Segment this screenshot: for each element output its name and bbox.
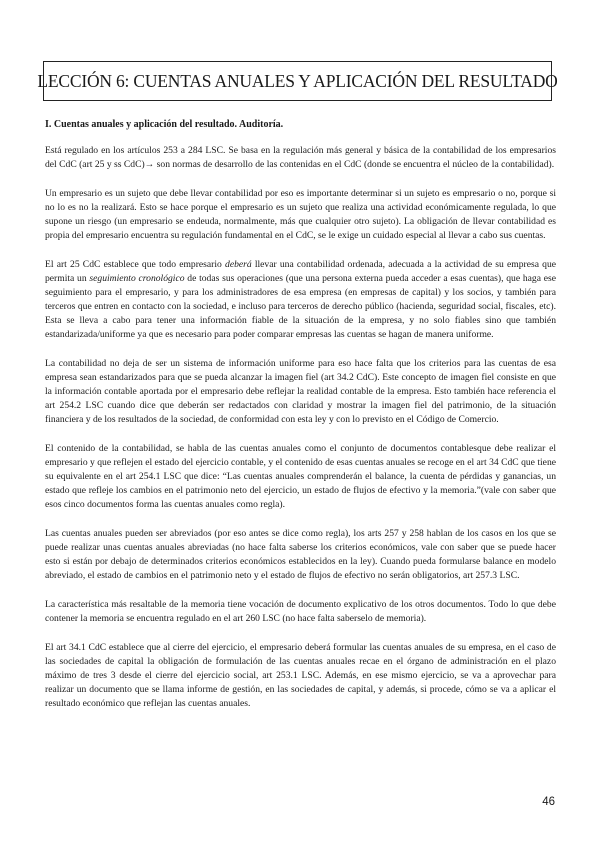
lesson-title-box [37,61,558,101]
page-number: 46 [542,796,555,808]
section-heading: I. Cuentas anuales y aplicación del resultado. Auditoría. [45,119,284,130]
paragraph-3: El art 25 CdC establece que todo empresario deberá llevar una contabilidad ordenada, adecuada a la actividad de su empresa que permita un seguimiento cronológico de todas sus operaciones (que una persona externa pueda acceder a esas cuentas), que haga ese seguimiento para el empresario, y para los administradores de esa empresa (en empresas de capital) y los socios, y también para terceros que entren en contacto con la sociedad, e incluso para terceros de derecho público (hacienda, seguridad social, fiscales, etc). Esta se lleva a cabo para tener una información fiable de la situación de la empresa, y no solo fiables sino que también estandarizada/uniforme ya que es necesario para poder comparar empresas las cuentas se hagan de manera uniforme. [45,259,556,340]
document-body [45,118,556,726]
paragraph-5: El contenido de la contabilidad, se habla de las cuentas anuales como el conjunto de documentos contablesque debe realizar el empresario y que reflejen el estado del ejercicio contable, y el contenido de esas cuentas anuales se recoge en el art 34 CdC que tiene su equivalente en el art 254.1 LSC que dice: “Las cuentas anuales comprenderán el balance, la cuenta de pérdidas y ganancias, un estado que refleje los cambios en el patrimonio neto del ejercicio, un estado de flujos de efectivo y la memoria.”(vale con saber que esos cinco documentos forma las cuentas anuales como regla). [45,443,556,510]
paragraph-2: Un empresario es un sujeto que debe llevar contabilidad por eso es importante determinar si un sujeto es empresario o no, porque si no lo es no la realizará. Esto se hace porque el empresario es un sujeto que realiza una actividad económicamente regulada, lo que supone un riesgo (un empresario se endeuda, normalmente, más que cualquier otro sujeto). La obligación de llevar contabilidad es propia del empresario encuentra su regulación fundamental en el CdC, se le exige un cuidado especial al llevar a cabo sus cuentas. [45,188,556,241]
emphasis-debera: deberá [225,259,252,270]
paragraph-6: Las cuentas anuales pueden ser abreviados (por eso antes se dice como regla), los arts 257 y 258 hablan de los casos en los que se puede realizar unas cuentas anuales abreviadas (no hace falta saberse los criterios económicos, vale con saber que se puede hacer esto si están por debajo de determinados criterios económicos establecidos en la ley). Cuando pueda formularse balance en modelo abreviado, el estado de cambios en el patrimonio neto y el estado de flujos de efectivo no serán obligatorios, art 257.3 LSC. [45,528,556,581]
lesson-title: LECCIÓN 6: CUENTAS ANUALES Y APLICACIÓN DEL RESULTADO [37,70,558,91]
paragraph-7: La característica más resaltable de la memoria tiene vocación de documento explicativo de los otros documentos. Todo lo que debe contener la memoria se encuentra regulado en el art 260 LSC (no hace falta saberselo de memoria). [45,599,556,624]
paragraph-8: El art 34.1 CdC establece que al cierre del ejercicio, el empresario deberá formular las cuentas anuales de su empresa, en el caso de las sociedades de capital la obligación de formulación de las cuentas anuales recae en el órgano de administración en el plazo máximo de tres 3 desde el cierre del ejercicio social, art 253.1 LSC. Además, en ese mismo ejercicio, se va a aprovechar para realizar un documento que se llama informe de gestión, en las sociedades de capital, y además, si procede, cómo se va a aplicar el resultado económico que reflejan las cuentas anuales. [45,642,556,709]
paragraph-4: La contabilidad no deja de ser un sistema de información uniforme para eso hace falta que los criterios para las cuentas de esa empresa sean estandarizados para que se pueda alcanzar la imagen fiel (art 34.2 CdC). Este concepto de imagen fiel consiste en que la información contable aportada por el empresario debe reflejar la realidad contable de la empresa. Esto también hace referencia el art 254.2 LSC cuando dice que deberán ser redactados con claridad y mostrar la imagen fiel del patrimonio, de la situación financiera y de los resultados de la sociedad, de conformidad con esta ley y con lo previsto en el Código de Comercio. [45,358,556,425]
paragraph-1: Está regulado en los artículos 253 a 284 LSC. Se basa en la regulación más general y básica de la contabilidad de los empresarios del CdC (art 25 y ss CdC)→ son normas de desarrollo de las contenidas en el CdC (donde se encuentra el núcleo de la contabilidad). [45,145,556,170]
emphasis-seguimiento: seguimiento cronológico [89,273,185,284]
